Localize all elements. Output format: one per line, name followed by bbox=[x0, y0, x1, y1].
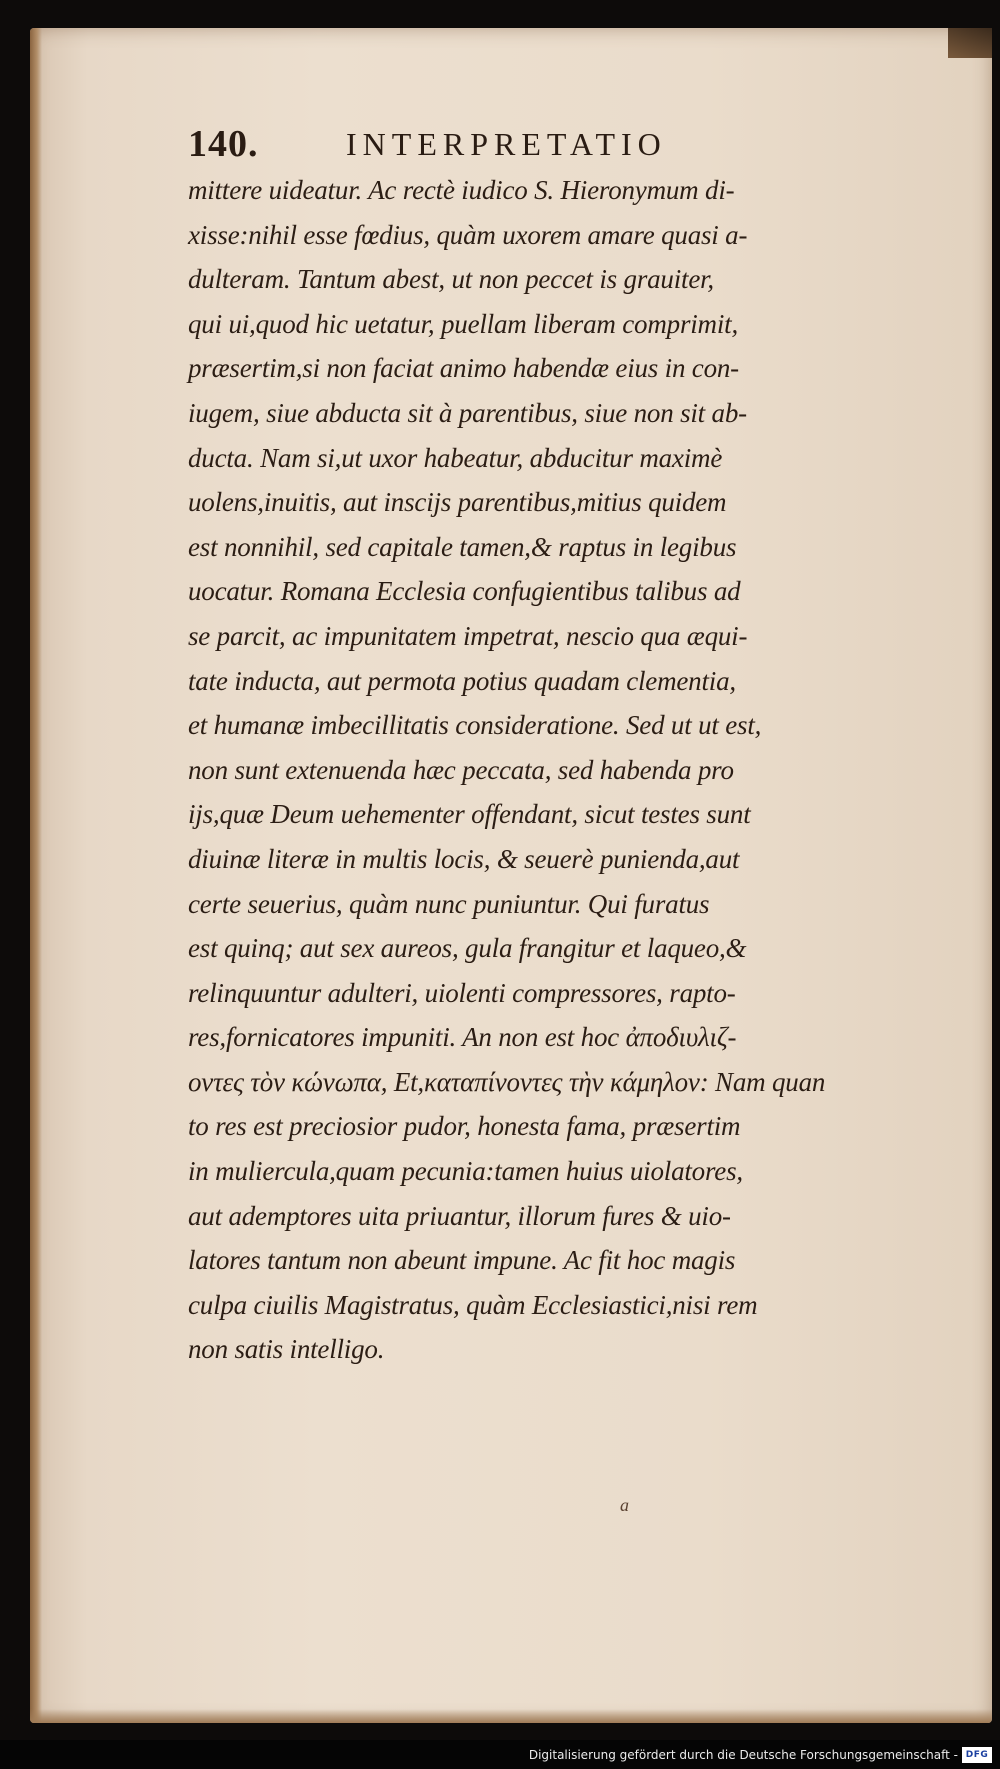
text-line: est nonnihil, sed capitale tamen,& raptus in legibus bbox=[188, 531, 737, 562]
text-line: ijs,quæ Deum uehementer offendant, sicut testes sunt bbox=[188, 799, 751, 830]
text-line: latores tantum non abeunt impune. Ac fit hoc magis bbox=[188, 1245, 736, 1276]
page-edge-bottom bbox=[30, 1709, 992, 1723]
text-line: culpa ciuilis Magistratus, quàm Ecclesiastici,nisi rem bbox=[188, 1289, 758, 1320]
footer-bar bbox=[0, 1740, 1000, 1769]
text-line: οντες τὸν κώνωπα, Et,καταπίνοντες τὴν κάμηλον: Nam quan bbox=[188, 1066, 826, 1097]
text-line: præsertim,si non faciat animo habendæ eius in con- bbox=[188, 353, 739, 384]
text-line: xisse:nihil esse fœdius, quàm uxorem amare quasi a- bbox=[188, 219, 748, 250]
text-line: in muliercula,quam pecunia:tamen huius uiolatores, bbox=[188, 1156, 743, 1187]
text-line: diuinæ literæ in multis locis, & seuerè punienda,aut bbox=[188, 843, 740, 874]
page-edge-left bbox=[30, 28, 42, 1723]
body-text bbox=[188, 168, 826, 1372]
text-line: certe seuerius, quàm nunc puniuntur. Qui furatus bbox=[188, 888, 710, 919]
text-line: dulteram. Tantum abest, ut non peccet is grauiter, bbox=[188, 264, 714, 295]
page-corner bbox=[948, 28, 992, 58]
text-line: se parcit, ac impunitatem impetrat, nescio qua æqui- bbox=[188, 620, 748, 651]
text-line: iugem, siue abducta sit à parentibus, siue non sit ab- bbox=[188, 397, 747, 428]
running-head bbox=[188, 122, 828, 168]
text-line: to res est preciosior pudor, honesta fama, præsertim bbox=[188, 1111, 741, 1142]
text-line: uolens,inuitis, aut inscijs parentibus,mitius quidem bbox=[188, 487, 727, 518]
dfg-logo-icon: DFG bbox=[962, 1747, 992, 1763]
text-line: res,fornicatores impuniti. An non est hoc ἀποδιυλιζ- bbox=[188, 1022, 737, 1053]
funding-credit: Digitalisierung gefördert durch die Deutsche Forschungsgemeinschaft - bbox=[528, 1748, 958, 1762]
text-line: qui ui,quod hic uetatur, puellam liberam comprimit, bbox=[188, 308, 739, 339]
text-line: et humanæ imbecillitatis consideratione. Sed ut ut est, bbox=[188, 710, 762, 741]
text-line: tate inducta, aut permota potius quadam clementia, bbox=[188, 665, 736, 696]
text-line: uocatur. Romana Ecclesia confugientibus talibus ad bbox=[188, 576, 741, 607]
page-number: 140. bbox=[188, 123, 259, 165]
running-head-title: INTERPRETATIO bbox=[346, 126, 667, 162]
text-line: est quinq; aut sex aureos, gula frangitur et laqueo,& bbox=[188, 933, 747, 964]
signature-mark: a bbox=[620, 1495, 629, 1515]
text-line: aut ademptores uita priuantur, illorum fures & uio- bbox=[188, 1200, 731, 1231]
text-line: ducta. Nam si,ut uxor habeatur, abducitur maximè bbox=[188, 442, 723, 473]
text-line: relinquuntur adulteri, uiolenti compressores, rapto- bbox=[188, 977, 736, 1008]
text-line: non satis intelligo. bbox=[188, 1334, 385, 1365]
text-line: mittere uideatur. Ac rectè iudico S. Hieronymum di- bbox=[188, 175, 735, 205]
text-line: non sunt extenuenda hæc peccata, sed habenda pro bbox=[188, 754, 734, 785]
